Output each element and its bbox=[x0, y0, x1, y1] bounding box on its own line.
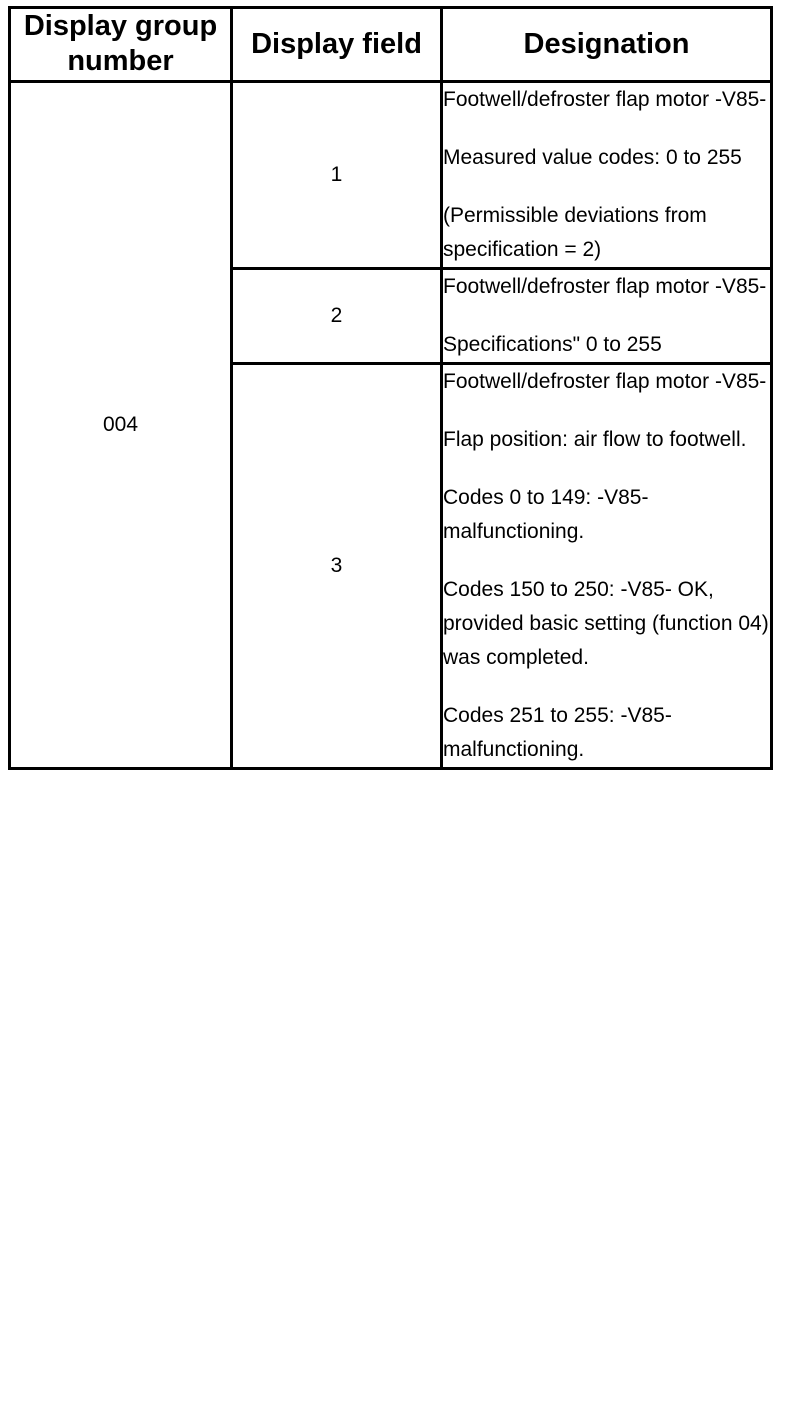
display-field-cell: 2 bbox=[232, 268, 442, 363]
table-header-row bbox=[10, 8, 772, 82]
table-row bbox=[10, 81, 772, 268]
column-header-display-field: Display field bbox=[232, 8, 442, 82]
designation-paragraph: (Permissible deviations from specification = 2) bbox=[443, 203, 707, 261]
designation-paragraph: Footwell/defroster flap motor -V85- bbox=[443, 274, 767, 298]
designation-paragraph: Flap position: air flow to footwell. bbox=[443, 427, 747, 451]
column-header-designation: Designation bbox=[442, 8, 772, 82]
designation-cell bbox=[442, 268, 772, 363]
measured-value-blocks-table bbox=[8, 6, 773, 770]
display-field-cell: 3 bbox=[232, 363, 442, 768]
designation-cell bbox=[442, 363, 772, 768]
designation-paragraph: Codes 0 to 149: -V85- malfunctioning. bbox=[443, 485, 649, 543]
designation-paragraph: Footwell/defroster flap motor -V85- bbox=[443, 369, 767, 393]
designation-paragraph: Specifications" 0 to 255 bbox=[443, 332, 662, 356]
display-group-number-cell: 004 bbox=[10, 81, 232, 768]
designation-paragraph: Measured value codes: 0 to 255 bbox=[443, 145, 742, 169]
designation-paragraph: Codes 150 to 250: -V85- OK, provided basic setting (function 04) was completed. bbox=[443, 577, 769, 669]
display-field-cell: 1 bbox=[232, 81, 442, 268]
designation-paragraph: Codes 251 to 255: -V85- malfunctioning. bbox=[443, 703, 672, 761]
designation-cell bbox=[442, 81, 772, 268]
column-header-display-group-number: Display group number bbox=[10, 8, 232, 82]
designation-paragraph: Footwell/defroster flap motor -V85- bbox=[443, 87, 767, 111]
